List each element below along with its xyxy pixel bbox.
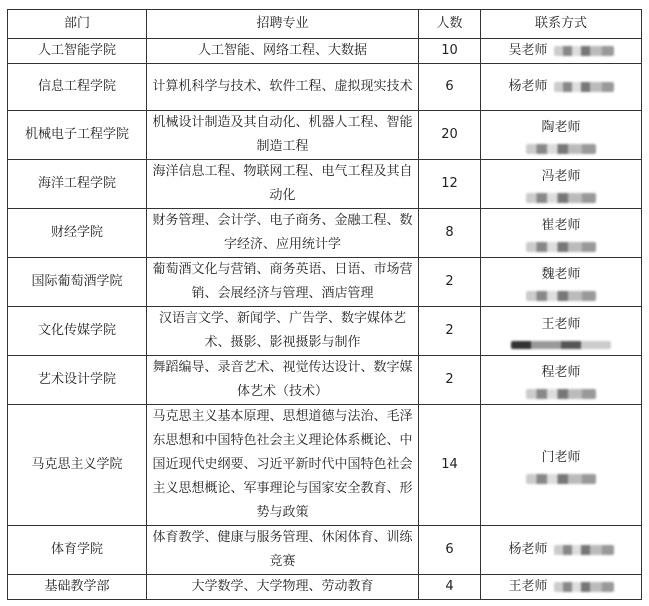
header-dept: 部门 — [8, 10, 147, 39]
redacted-phone — [554, 46, 614, 56]
table-row — [8, 160, 642, 209]
majors-cell: 人工智能、网络工程、大数据 — [147, 39, 419, 64]
contact-name: 魏老师 — [541, 267, 581, 282]
contact-cell — [481, 575, 642, 600]
redacted-phone — [554, 582, 614, 592]
dept-cell: 马克思主义学院 — [8, 405, 147, 526]
redacted-phone — [554, 82, 614, 92]
table-row — [8, 575, 642, 600]
dept-cell: 体育学院 — [8, 526, 147, 575]
contact-cell — [481, 64, 642, 111]
dept-cell: 海洋工程学院 — [8, 160, 147, 209]
contact-cell — [481, 307, 642, 356]
redacted-phone — [554, 545, 614, 555]
majors-cell: 汉语言文学、新闻学、广告学、数字媒体艺术、摄影、影视摄影与制作 — [147, 307, 419, 356]
table-row — [8, 209, 642, 258]
majors-cell: 马克思主义基本原理、思想道德与法治、毛泽东思想和中国特色社会主义理论体系概论、中国近现代史纲要、习近平新时代中国特色社会主义思想概论、军事理论与国家安全教育、形势与政策 — [147, 405, 419, 526]
count-cell: 6 — [419, 526, 481, 575]
dept-cell: 人工智能学院 — [8, 39, 147, 64]
table-row — [8, 356, 642, 405]
count-cell: 10 — [419, 39, 481, 64]
count-cell: 2 — [419, 258, 481, 307]
contact-name: 杨老师 — [508, 79, 548, 94]
count-cell: 20 — [419, 111, 481, 160]
dept-cell: 艺术设计学院 — [8, 356, 147, 405]
table-row — [8, 405, 642, 526]
dept-cell: 基础教学部 — [8, 575, 147, 600]
majors-cell: 葡萄酒文化与营销、商务英语、日语、市场营销、会展经济与管理、酒店管理 — [147, 258, 419, 307]
table-row — [8, 64, 642, 111]
contact-name: 崔老师 — [541, 218, 581, 233]
table-row — [8, 111, 642, 160]
contact-cell — [481, 209, 642, 258]
majors-cell: 海洋信息工程、物联网工程、电气工程及其自动化 — [147, 160, 419, 209]
contact-name: 冯老师 — [541, 169, 581, 184]
dept-cell: 信息工程学院 — [8, 64, 147, 111]
contact-cell — [481, 160, 642, 209]
majors-cell: 舞蹈编导、录音艺术、视觉传达设计、数字媒体艺术（技术） — [147, 356, 419, 405]
count-cell: 8 — [419, 209, 481, 258]
header-count: 人数 — [419, 10, 481, 39]
count-cell: 6 — [419, 64, 481, 111]
redacted-phone — [526, 291, 596, 301]
count-cell: 12 — [419, 160, 481, 209]
table-row — [8, 39, 642, 64]
contact-cell — [481, 526, 642, 575]
header-majors: 招聘专业 — [147, 10, 419, 39]
table-row — [8, 307, 642, 356]
redacted-phone — [526, 474, 596, 484]
contact-name: 吴老师 — [508, 43, 548, 58]
dept-cell: 文化传媒学院 — [8, 307, 147, 356]
majors-cell: 机械设计制造及其自动化、机器人工程、智能制造工程 — [147, 111, 419, 160]
count-cell: 2 — [419, 356, 481, 405]
contact-cell — [481, 258, 642, 307]
contact-cell — [481, 111, 642, 160]
header-contact: 联系方式 — [481, 10, 642, 39]
contact-name: 陶老师 — [541, 120, 581, 135]
contact-name: 程老师 — [541, 365, 581, 380]
contact-cell — [481, 405, 642, 526]
redacted-phone — [526, 242, 596, 252]
recruitment-table — [7, 9, 642, 600]
contact-cell — [481, 356, 642, 405]
redacted-phone — [526, 144, 596, 154]
count-cell: 4 — [419, 575, 481, 600]
header-row — [8, 10, 642, 39]
dept-cell: 财经学院 — [8, 209, 147, 258]
redacted-phone — [511, 341, 611, 349]
contact-name: 门老师 — [541, 450, 581, 465]
majors-cell: 计算机科学与技术、软件工程、虚拟现实技术 — [147, 64, 419, 111]
majors-cell: 大学数学、大学物理、劳动教育 — [147, 575, 419, 600]
table-row — [8, 258, 642, 307]
count-cell: 2 — [419, 307, 481, 356]
redacted-phone — [526, 193, 596, 203]
majors-cell: 财务管理、会计学、电子商务、金融工程、数字经济、应用统计学 — [147, 209, 419, 258]
dept-cell: 国际葡萄酒学院 — [8, 258, 147, 307]
majors-cell: 体育教学、健康与服务管理、休闲体育、训练竞赛 — [147, 526, 419, 575]
table-row — [8, 526, 642, 575]
contact-name: 王老师 — [541, 317, 581, 332]
redacted-phone — [526, 389, 596, 399]
contact-cell — [481, 39, 642, 64]
contact-name: 王老师 — [508, 579, 548, 594]
count-cell: 14 — [419, 405, 481, 526]
dept-cell: 机械电子工程学院 — [8, 111, 147, 160]
contact-name: 杨老师 — [508, 542, 548, 557]
